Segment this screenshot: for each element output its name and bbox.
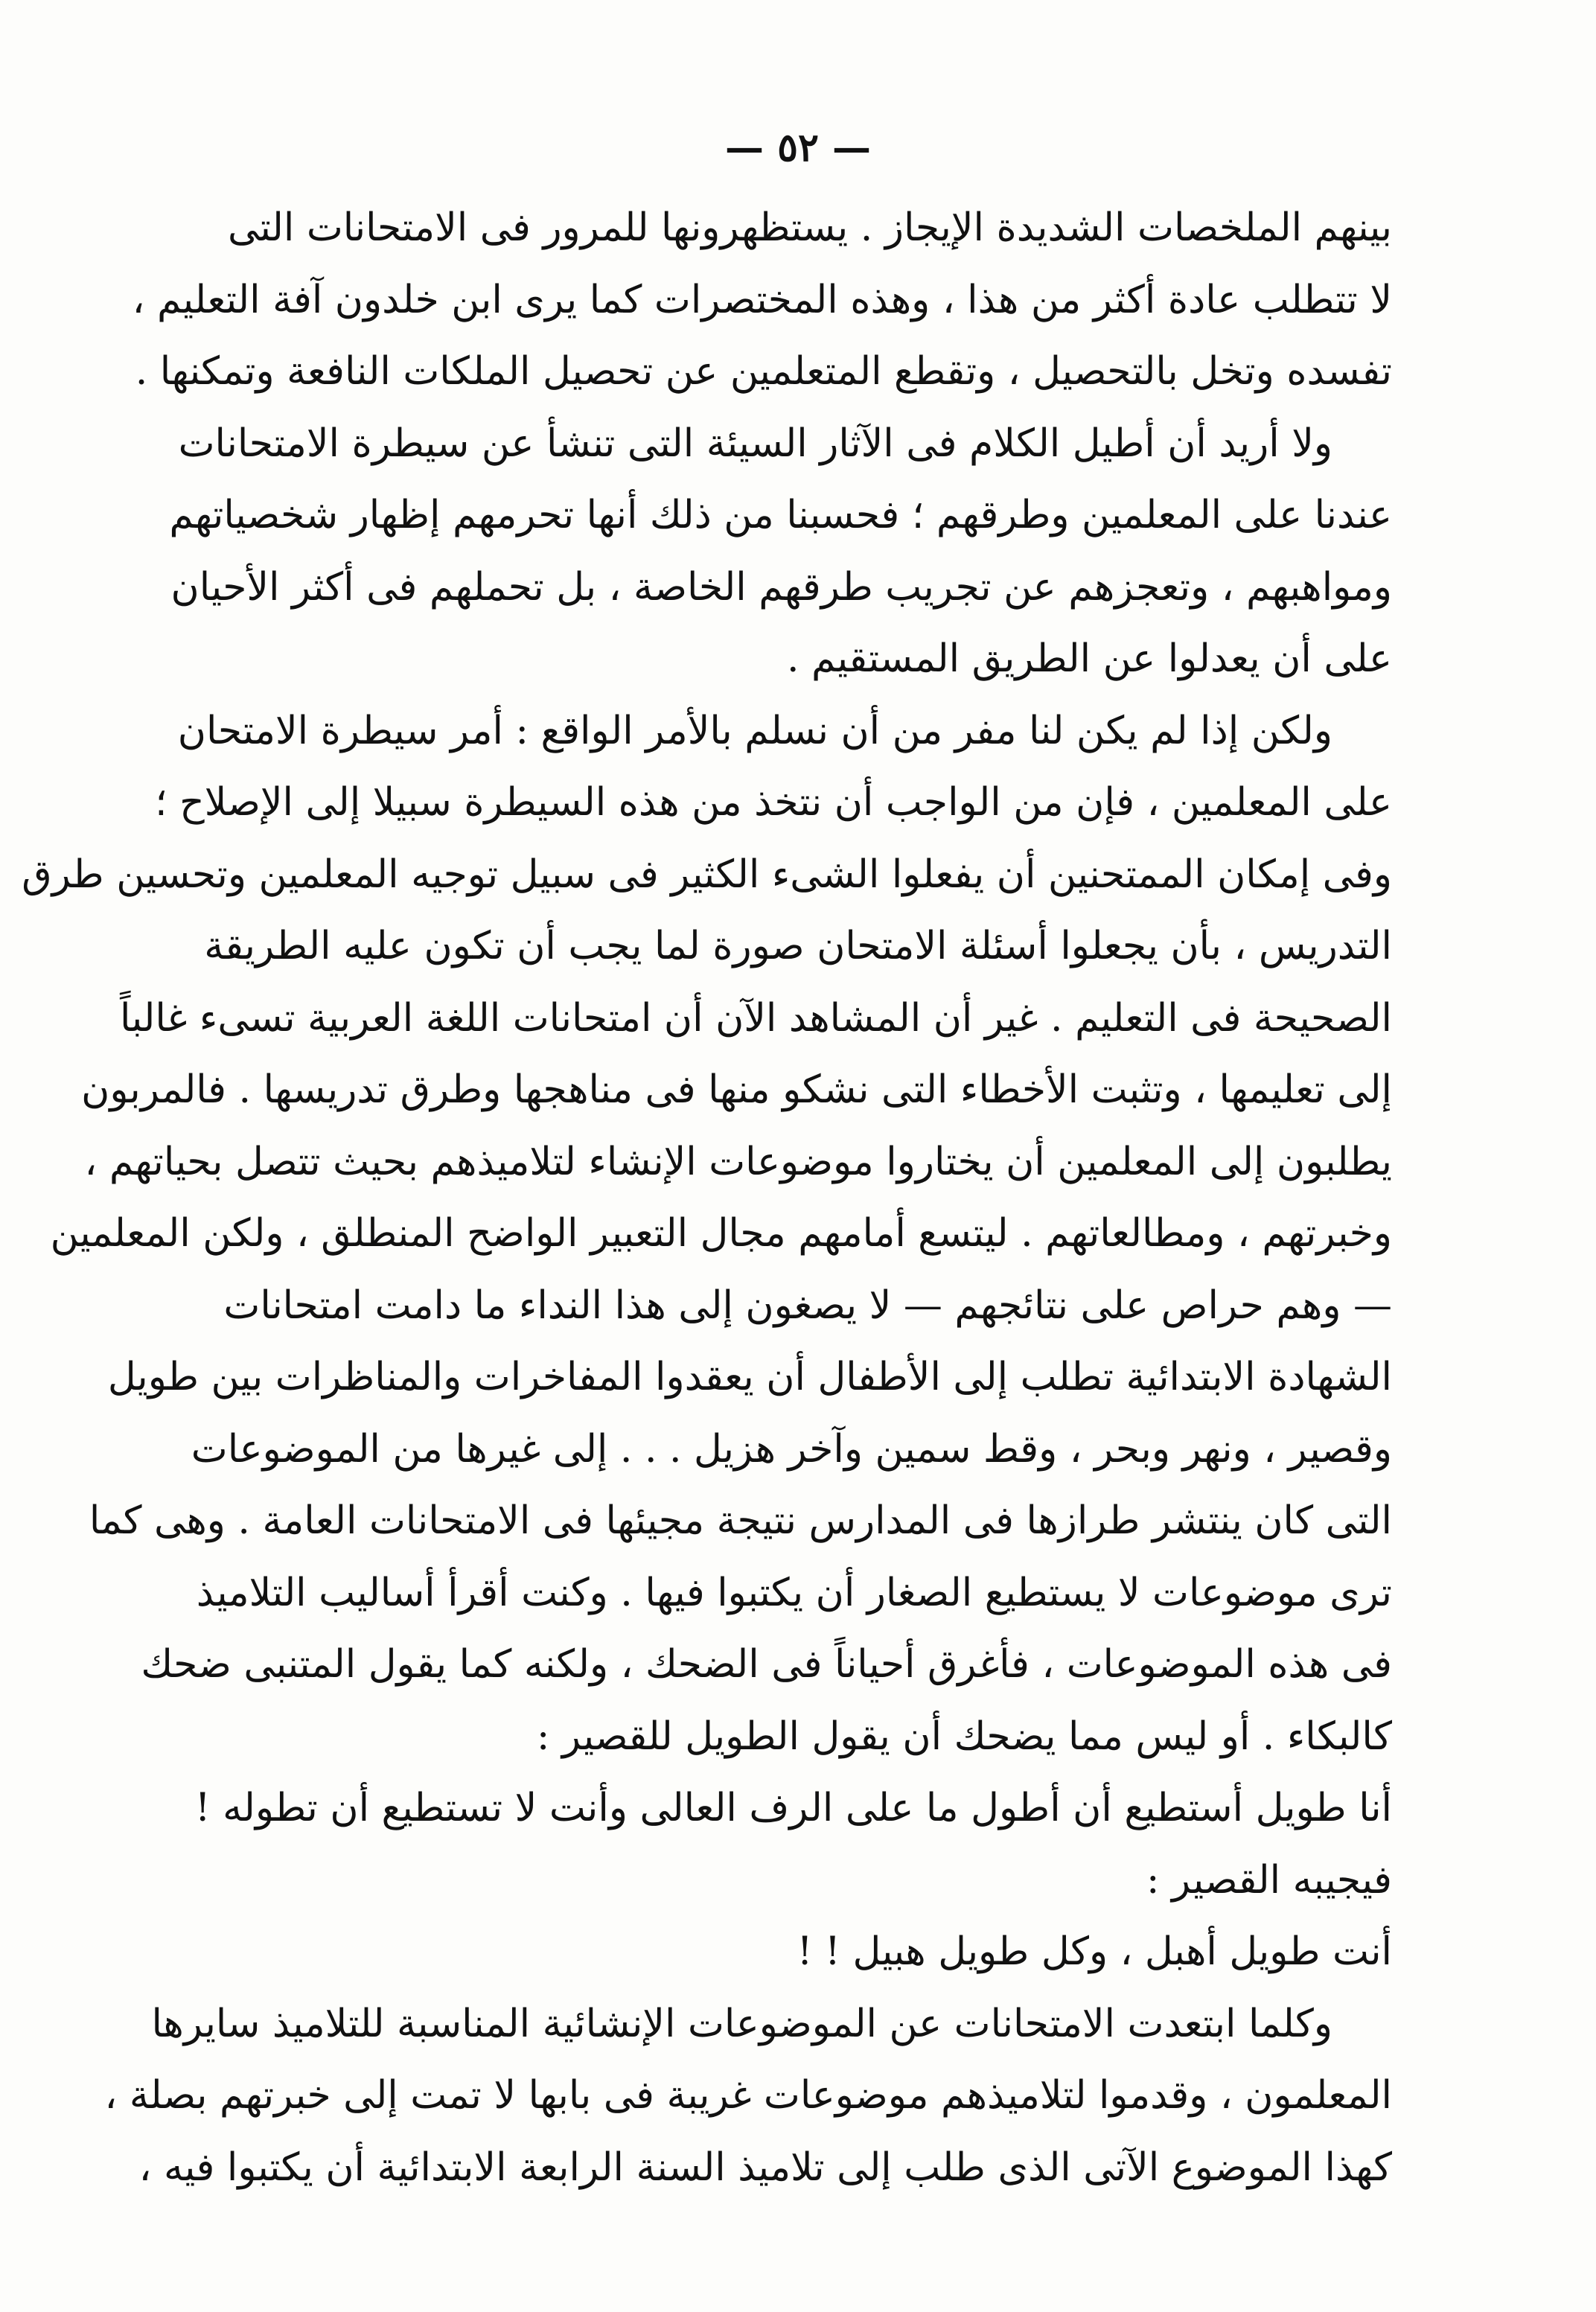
text-line: يطلبون إلى المعلمين أن يختاروا موضوعات الإنشاء لتلاميذهم بحيث تتصل بحياتهم ، xyxy=(84,1139,1392,1184)
quoted-line: فيجيبه القصير : xyxy=(1146,1857,1392,1903)
body-text xyxy=(22,192,1392,2203)
page-number: — ٥٢ — xyxy=(724,125,872,170)
text-line: لا تتطلب عادة أكثر من هذا ، وهذه المختصرات كما يرى ابن خلدون آفة التعليم ، xyxy=(132,277,1392,322)
text-line: فى هذه الموضوعات ، فأغرق أحياناً فى الضحك ، ولكنه كما يقول المتنبى ضحك xyxy=(141,1642,1392,1687)
text-line: ترى موضوعات لا يستطيع الصغار أن يكتبوا فيها . وكنت أقرأ أساليب التلاميذ xyxy=(196,1570,1392,1615)
text-line: وقصير ، ونهر وبحر ، وقط سمين وآخر هزيل . . . إلى غيرها من الموضوعات xyxy=(191,1426,1392,1472)
text-line: تفسده وتخل بالتحصيل ، وتقطع المتعلمين عن تحصيل الملكات النافعة وتمكنها . xyxy=(135,349,1392,394)
text-line: وخبرتهم ، ومطالعاتهم . ليتسع أمامهم مجال التعبير الواضح المنطلق ، ولكن المعلمين xyxy=(50,1211,1392,1256)
text-line: بينهم الملخصات الشديدة الإيجاز . يستظهرونها للمرور فى الامتحانات التى xyxy=(228,205,1392,250)
text-line: كهذا الموضوع الآتى الذى طلب إلى تلاميذ السنة الرابعة الابتدائية أن يكتبوا فيه ، xyxy=(138,2145,1392,2190)
text-line: — وهم حراص على نتائجهم — لا يصغون إلى هذا النداء ما دامت امتحانات xyxy=(223,1283,1392,1328)
quoted-line: أنا طويل أستطيع أن أطول ما على الرف العالى وأنت لا تستطيع أن تطوله ! xyxy=(194,1786,1392,1830)
quoted-line: أنت طويل أهبل ، وكل طويل هبيل ! ! xyxy=(797,1929,1392,1974)
paragraph-first-line: وكلما ابتعدت الامتحانات عن الموضوعات الإنشائية المناسبة للتلاميذ سايرها xyxy=(151,2001,1332,2046)
text-line: عندنا على المعلمين وطرقهم ؛ فحسبنا من ذلك أنها تحرمهم إظهار شخصياتهم xyxy=(169,493,1392,537)
paragraph-last-line: على أن يعدلوا عن الطريق المستقيم . xyxy=(786,636,1392,681)
text-line: المعلمون ، وقدموا لتلاميذهم موضوعات غريبة فى بابها لا تمت إلى خبرتهم بصلة ، xyxy=(104,2073,1392,2118)
text-line: الصحيحة فى التعليم . غير أن المشاهد الآن أن امتحانات اللغة العربية تسىء غالباً xyxy=(119,995,1392,1041)
text-line: التدريس ، بأن يجعلوا أسئلة الامتحان صورة لما يجب أن تكون عليه الطريقة xyxy=(204,924,1392,968)
paragraph-first-line: ولكن إذا لم يكن لنا مفر من أن نسلم بالأمر الواقع : أمر سيطرة الامتحان xyxy=(177,708,1332,753)
text-line: التى كان ينتشر طرازها فى المدارس نتيجة مجيئها فى الامتحانات العامة . وهى كما xyxy=(89,1498,1392,1543)
text-line: ومواهبهم ، وتعجزهم عن تجريب طرقهم الخاصة ، بل تحملهم فى أكثر الأحيان xyxy=(170,564,1392,610)
text-line: وفى إمكان الممتحنين أن يفعلوا الشىء الكثير فى سبيل توجيه المعلمين وتحسين طرق xyxy=(22,852,1392,897)
text-line: إلى تعليمها ، وتثبت الأخطاء التى نشكو منها فى مناهجها وطرق تدريسها . فالمربون xyxy=(81,1067,1392,1112)
paragraph-last-line: كالبكاء . أو ليس مما يضحك أن يقول الطويل للقصير : xyxy=(536,1714,1392,1759)
text-line: الشهادة الابتدائية تطلب إلى الأطفال أن يعقدوا المفاخرات والمناظرات بين طويل xyxy=(107,1355,1392,1399)
paragraph-first-line: ولا أريد أن أطيل الكلام فى الآثار السيئة التى تنشأ عن سيطرة الامتحانات xyxy=(178,421,1332,466)
text-line: على المعلمين ، فإن من الواجب أن نتخذ من هذه السيطرة سبيلا إلى الإصلاح ؛ xyxy=(155,780,1392,825)
